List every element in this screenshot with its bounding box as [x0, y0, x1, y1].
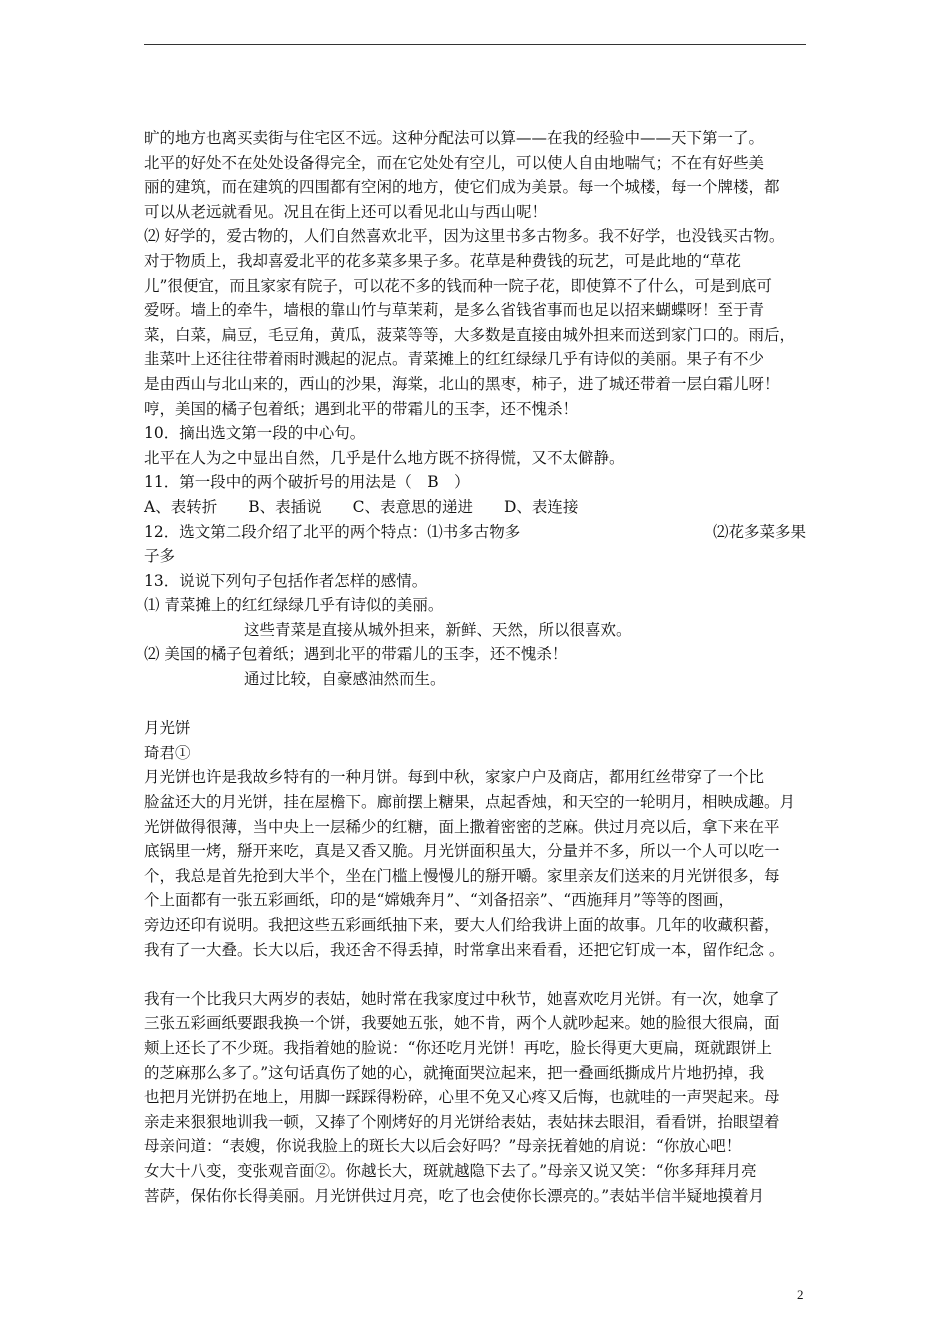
text-line: 脸盆还大的月光饼，挂在屋檐下。廊前摆上糖果，点起香烛，和天空的一轮明月，相映成趣。月 — [144, 793, 796, 812]
document-body — [144, 126, 806, 1208]
question-13-1: ⑴ 青菜摊上的红红绿绿几乎有诗似的美丽。 — [144, 596, 444, 615]
text-line: 爱呀。墙上的牵牛，墙根的靠山竹与草茉莉，是多么省钱省事而也足以招来蝴蝶呀！至于青 — [144, 301, 765, 320]
text-line: 三张五彩画纸要跟我换一个饼，我要她五张，她不肯，两个人就吵起来。她的脸很大很扁，面 — [144, 1014, 780, 1033]
passage2 — [144, 716, 806, 1208]
passage1 — [144, 126, 806, 421]
text-line: 月光饼也许是我故乡特有的一种月饼。每到中秋，家家户户及商店，都用红丝带穿了一个比 — [144, 768, 765, 787]
text-line: 菩萨，保佑你长得美丽。月光饼供过月亮，吃了也会使你长漂亮的。”表姑半信半疑地摸着月 — [144, 1186, 765, 1205]
text-line: 菜，白菜，扁豆，毛豆角，黄瓜，菠菜等等，大多数是直接由城外担来而送到家门口的。雨后， — [144, 325, 796, 344]
question-12-cont: 子多 — [144, 547, 176, 566]
text-line: 女大十八变，变张观音面②。你越长大，斑就越隐下去了。”母亲又说又笑：“你多拜拜月亮 — [144, 1161, 757, 1180]
text-line: 对于物质上，我却喜爱北平的花多菜多果子多。花草是种费钱的玩艺，可是此地的“草花 — [144, 251, 741, 270]
text-line: ⑵ 好学的，爱古物的，人们自然喜欢北平，因为这里书多古物多。我不好学，也没钱买古物。 — [144, 227, 785, 246]
text-line: 个上面都有一张五彩画纸，印的是“嫦娥奔月”、“刘备招亲”、“西施拜月”等等的图画， — [144, 891, 735, 910]
questions — [144, 421, 806, 692]
answer-10: 北平在人为之中显出自然，几乎是什么地方既不挤得慌，又不太僻静。 — [144, 448, 625, 467]
passage-title: 月光饼 — [144, 719, 191, 738]
text-line: 旷的地方也离买卖街与住宅区不远。这种分配法可以算——在我的经验中——天下第一了。 — [144, 129, 765, 147]
text-line: 亲走来狠狠地训我一顿，又捧了个刚烤好的月光饼给表姑，表姑抹去眼泪，看看饼，抬眼望着 — [144, 1112, 780, 1131]
question-11: 11．第一段中的两个破折号的用法是（ B ） — [144, 473, 470, 492]
question-12 — [144, 520, 806, 545]
header-rule — [144, 44, 806, 45]
text-line: 也把月光饼扔在地上，用脚一踩踩得粉碎，心里不免又心疼又后悔，也就哇的一声哭起来。母 — [144, 1088, 780, 1107]
question-13: 13．说说下列句子包括作者怎样的感情。 — [144, 571, 428, 590]
text-line: 母亲问道：“表嫂，你说我脸上的斑长大以后会好吗？”母亲抚着她的肩说：“你放心吧！ — [144, 1137, 742, 1156]
text-line: 旁边还印有说明。我把这些五彩画纸抽下来，要大人们给我讲上面的故事。几年的收藏积蓄， — [144, 916, 780, 934]
question-13-2: ⑵ 美国的橘子包着纸；遇到北平的带霜儿的玉李，还不愧杀！ — [144, 645, 568, 664]
text-line: 我有一个比我只大两岁的表姑，她时常在我家度过中秋节，她喜欢吃月光饼。有一次，她拿了 — [144, 989, 780, 1008]
text-line: 儿”很便宜，而且家家有院子，可以花不多的钱而种一院子花，即使算不了什么，可是到底可 — [144, 276, 772, 295]
text-line: 底锅里一烤，掰开来吃，真是又香又脆。月光饼面积虽大，分量并不多，所以一个人可以吃一 — [144, 842, 780, 861]
text-line: 哼，美国的橘子包着纸；遇到北平的带霜儿的玉李，还不愧杀！ — [144, 399, 579, 418]
text-line: 丽的建筑，而在建筑的四围都有空闲的地方，使它们成为美景。每一个城楼，每一个牌楼，都 — [144, 178, 780, 197]
text-line: 是由西山与北山来的，西山的沙果，海棠，北山的黑枣，柿子，进了城还带着一层白霜儿呀！ — [144, 374, 780, 393]
text-line: 颊上还长了不少斑。我指着她的脸说：“你还吃月光饼！再吃，脸长得更大更扁，斑就跟饼上 — [144, 1038, 772, 1057]
text-line: 北平的好处不在处处设备得完全，而在它处处有空儿，可以使人自由地喘气；不在有好些美 — [144, 153, 765, 172]
answer-13-1: 这些青菜是直接从城外担来，新鲜、天然，所以很喜欢。 — [244, 620, 632, 639]
text-line: 我有了一大叠。长大以后，我还舍不得丢掉，时常拿出来看看，还把它钉成一本，留作纪念 。 — [144, 940, 785, 959]
text-line: 个，我总是首先抢到大半个，坐在门槛上慢慢儿的掰开嚼。家里亲友们送来的月光饼很多，每 — [144, 866, 780, 885]
spacer — [144, 692, 806, 717]
question-10: 10．摘出选文第一段的中心句。 — [144, 424, 366, 443]
text-line: 的芝麻那么多了。”这句话真伤了她的心，就掩面哭泣起来，把一叠画纸撕成片片地扔掉，我 — [144, 1063, 765, 1082]
spacer — [144, 962, 806, 987]
answer-13-2: 通过比较，自豪感油然而生。 — [244, 670, 446, 689]
text-line: 可以从老远就看见。况且在街上还可以看见北山与西山呢！ — [144, 202, 548, 221]
options-11: A、表转折 B、表插说 C、表意思的递进 D、表连接 — [144, 497, 579, 516]
text-line: 光饼做得很薄，当中央上一层稀少的红糖，面上撒着密密的芝麻。供过月亮以后，拿下来在平 — [144, 817, 780, 836]
question-12-left: 12．选文第二段介绍了北平的两个特点：⑴书多古物多 — [144, 522, 521, 541]
question-12-right: ⑵花多菜多果 — [712, 522, 806, 541]
text-line: 韭菜叶上还往往带着雨时溅起的泥点。青菜摊上的红红绿绿几乎有诗似的美丽。果子有不少 — [144, 350, 765, 369]
page-number: 2 — [797, 1287, 804, 1302]
passage-author: 琦君① — [144, 743, 191, 762]
